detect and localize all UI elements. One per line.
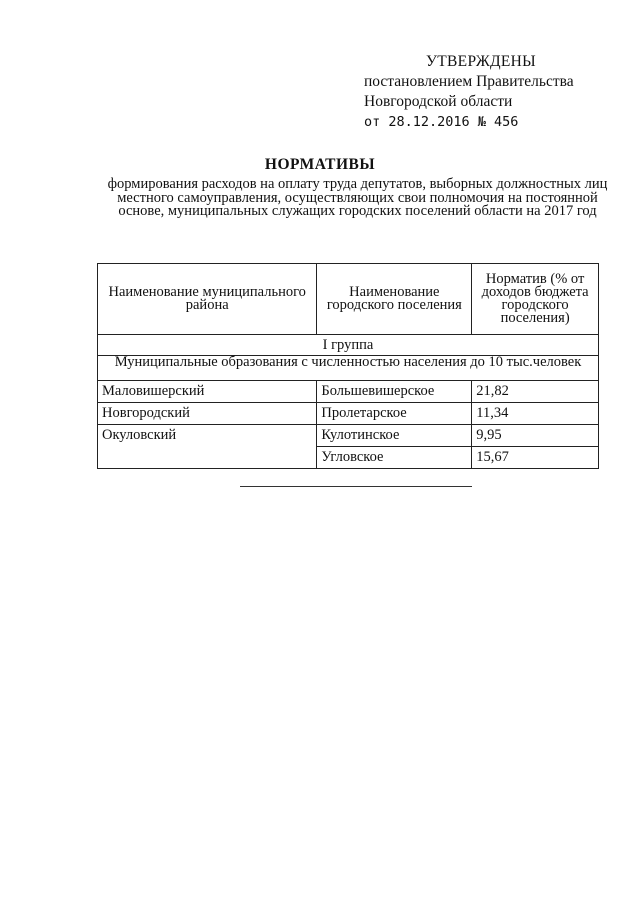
group-description-row — [98, 356, 599, 381]
norm-cell: 15,67 — [472, 447, 599, 469]
settlement-cell: Кулотинское — [317, 425, 472, 447]
group-description: Муниципальные образования с численностью населения до 10 тыс.человек — [98, 356, 599, 381]
district-cell: Окуловский — [98, 425, 317, 469]
table-row — [98, 425, 599, 447]
group-label: I группа — [98, 335, 599, 356]
norms-table — [97, 263, 599, 469]
table-row — [98, 381, 599, 403]
norm-cell: 9,95 — [472, 425, 599, 447]
settlement-cell: Пролетарское — [317, 403, 472, 425]
group-row — [98, 335, 599, 356]
document-title: НОРМАТИВЫ — [264, 156, 376, 173]
approval-line-region: Новгородской области — [364, 93, 513, 110]
header-district: Наименование муниципального района — [98, 264, 317, 335]
norm-cell: 11,34 — [472, 403, 599, 425]
settlement-cell: Угловское — [317, 447, 472, 469]
settlement-cell: Большевишерское — [317, 381, 472, 403]
table-header-row — [98, 264, 599, 335]
table-row — [98, 403, 599, 425]
district-cell: Новгородский — [98, 403, 317, 425]
district-cell: Маловишерский — [98, 381, 317, 403]
approval-block — [364, 52, 574, 132]
header-norm: Норматив (% от доходов бюджета городского поселения) — [472, 264, 599, 335]
norm-cell: 21,82 — [472, 381, 599, 403]
approval-line-resolution: постановлением Правительства — [364, 73, 574, 90]
header-settlement: Наименование городского поселения — [317, 264, 472, 335]
closing-rule — [240, 486, 472, 487]
approval-date: от 28.12.2016 № 456 — [364, 114, 519, 130]
document-subtitle: формирования расходов на оплату труда депутатов, выборных должностных лиц местного самоуправления, осуществляющих свои полномочия на постоянной основе, муниципальных служащих городских поселений области на 2017 год — [107, 176, 608, 219]
approval-title: УТВЕРЖДЕНЫ — [426, 53, 536, 70]
